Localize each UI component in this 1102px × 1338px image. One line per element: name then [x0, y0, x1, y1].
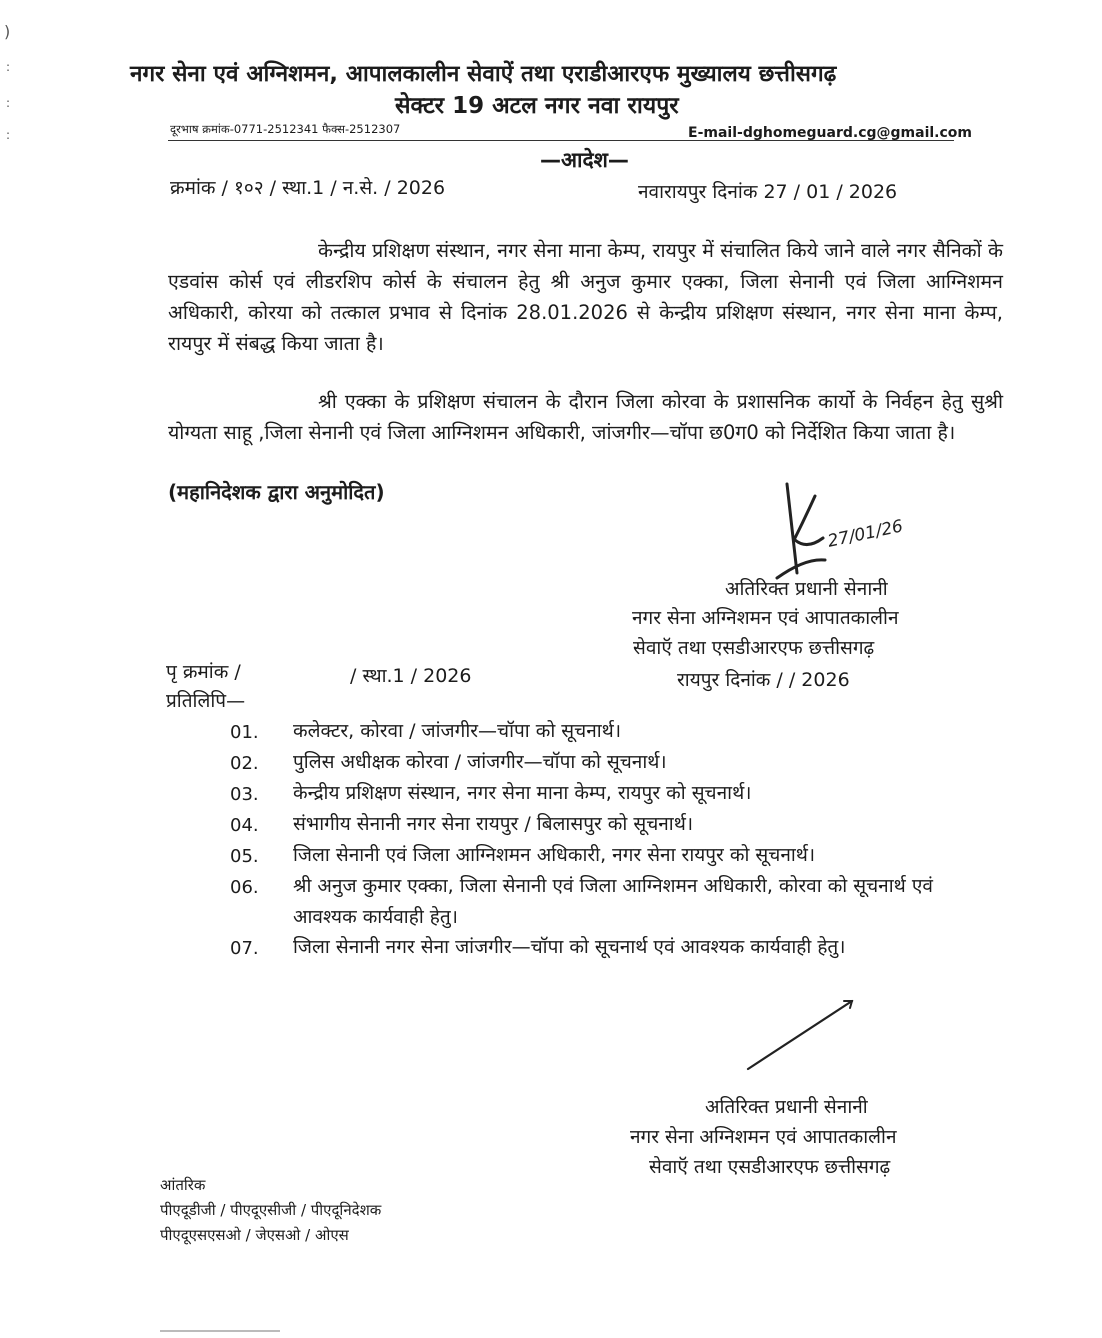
copy-item-number: 06.	[230, 877, 259, 898]
phone-line: दूरभाष क्रमांक-0771-2512341 फैक्स-2512307	[170, 122, 401, 136]
signature1-dept: नगर सेना अग्निशमन एवं आपातकालीन	[632, 607, 899, 629]
copy-item-number: 07.	[230, 938, 259, 959]
internal-line2: पीएदूएसएसओ / जेएसओ / ओएस	[160, 1226, 349, 1244]
copy-item-number: 05.	[230, 846, 259, 867]
copy-ref-suffix: / स्था.1 / 2026	[350, 665, 472, 687]
email-line: E-mail-dghomeguard.cg@gmail.com	[688, 125, 973, 141]
copy-item-number: 03.	[230, 784, 259, 805]
paragraph-text: श्री एक्का के प्रशिक्षण संचालन के दौरान जिला कोरवा के प्रशासनिक कार्यो के निर्वहन हेतु सुश्री योग्यता साहू ,जिला सेनानी एवं जिला आग्निशमन अधिकारी, जांजगीर—चॉपा छ0ग0 को निर्देशित किया जाता है।	[168, 390, 1003, 444]
body-paragraph-2	[168, 386, 1003, 448]
copy-item: जिला सेनानी नगर सेना जांजगीर—चॉपा को सूचनार्थ एवं आवश्यक कार्यवाही हेतु।	[293, 936, 846, 958]
pen-stroke-signature	[740, 995, 860, 1075]
body-paragraph-1	[168, 235, 1003, 359]
signature2-designation: अतिरिक्त प्रधानी सेनानी	[705, 1096, 868, 1118]
order-place-date: नवारायपुर दिनांक 27 / 01 / 2026	[638, 181, 898, 203]
copy-item: श्री अनुज कुमार एक्का, जिला सेनानी एवं जिला आग्निशमन अधिकारी, कोरवा को सूचनार्थ एवं आवश्यक कार्यवाही हेतु।	[293, 875, 933, 928]
copy-item-number: 02.	[230, 753, 259, 774]
header-rule	[168, 140, 954, 141]
margin-mark: :	[6, 128, 11, 142]
org-header-line2: सेक्टर 19 अटल नगर नवा रायपुर	[395, 93, 679, 119]
copy-item-number: 01.	[230, 722, 259, 743]
copy-item: जिला सेनानी एवं जिला आग्निशमन अधिकारी, नगर सेना रायपुर को सूचनार्थ।	[293, 844, 816, 866]
signature1-designation: अतिरिक्त प्रधानी सेनानी	[725, 578, 888, 600]
order-title: —आदेश—	[540, 148, 629, 172]
copy-item: संभागीय सेनानी नगर सेना रायपुर / बिलासपुर को सूचनार्थ।	[293, 813, 694, 835]
copy-label: प्रतिलिपि—	[166, 690, 246, 712]
copy-item: पुलिस अधीक्षक कोरवा / जांजगीर—चॉपा को सूचनार्थ।	[293, 751, 667, 773]
internal-label: आंतरिक	[160, 1176, 206, 1194]
copy-place-date: रायपुर दिनांक / / 2026	[677, 669, 850, 691]
signature2-org: सेवाऍ तथा एसडीआरएफ छत्तीसगढ़	[649, 1156, 891, 1178]
copy-ref-number: पृ क्रमांक /	[166, 661, 241, 683]
margin-mark: :	[6, 96, 11, 110]
copy-item: केन्द्रीय प्रशिक्षण संस्थान, नगर सेना माना केम्प, रायपुर को सूचनार्थ।	[293, 782, 752, 804]
copy-item: कलेक्टर, कोरवा / जांजगीर—चॉपा को सूचनार्थ।	[293, 720, 622, 742]
signature-date: 27/01/26	[825, 516, 905, 552]
margin-mark: )	[4, 22, 11, 41]
signature2-dept: नगर सेना अग्निशमन एवं आपातकालीन	[630, 1126, 897, 1148]
margin-mark: :	[6, 60, 11, 74]
internal-line1: पीएदूडीजी / पीएदूएसीजी / पीएदूनिदेशक	[160, 1201, 382, 1219]
footer-scan-mark	[160, 1330, 280, 1332]
org-header-line1: नगर सेना एवं अग्निशमन, आपालकालीन सेवाऐं तथा एराडीआरएफ मुख्यालय छत्तीसगढ़	[130, 61, 837, 87]
order-number: क्रमांक / १०२ / स्था.1 / न.से. / 2026	[170, 177, 446, 199]
copy-item-number: 04.	[230, 815, 259, 836]
approval-note: (महानिदेशक द्वारा अनुमोदित)	[168, 480, 385, 504]
signature1-org: सेवाऍ तथा एसडीआरएफ छत्तीसगढ़	[633, 637, 875, 659]
paragraph-text: केन्द्रीय प्रशिक्षण संस्थान, नगर सेना माना केम्प, रायपुर में संचालित किये जाने वाले नगर सैनिकों के एडवांस कोर्स एवं लीडरशिप कोर्स के संचालन हेतु श्री अनुज कुमार एक्का, जिला सेनानी एवं जिला आग्निशमन अधिकारी, कोरया को तत्काल प्रभाव से दिनांक 28.01.2026 से केन्द्रीय प्रशिक्षण संस्थान, नगर सेना माना केम्प, रायपुर में संबद्ध किया जाता है।	[168, 239, 1003, 355]
